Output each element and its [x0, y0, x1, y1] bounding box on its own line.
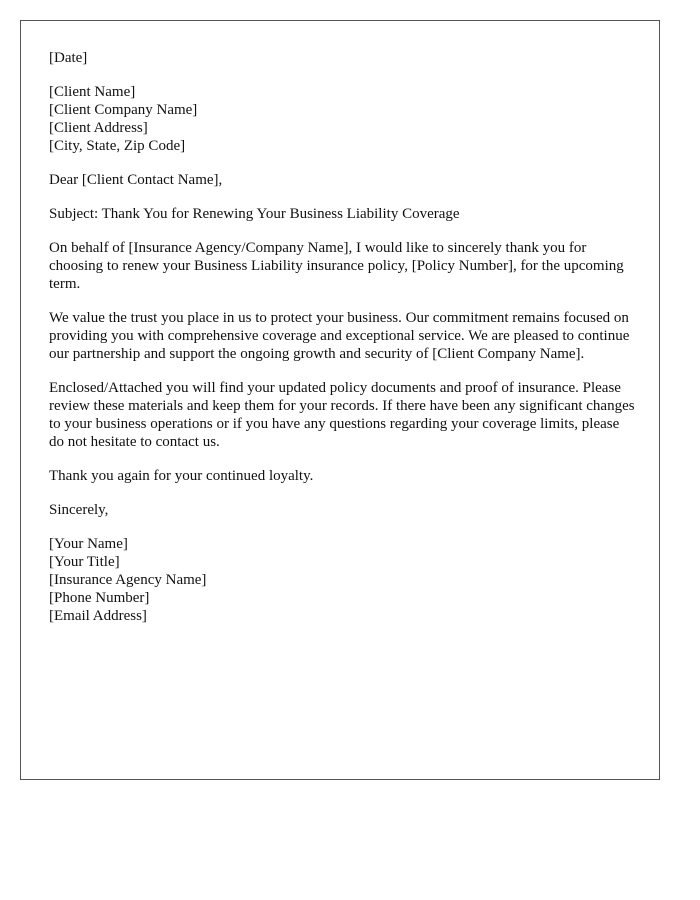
- sender-name: [Your Name]: [49, 536, 128, 552]
- phone-number: [Phone Number]: [49, 590, 150, 606]
- closing: Sincerely,: [49, 502, 109, 518]
- letter-content: [49, 49, 635, 641]
- client-name: [Client Name]: [49, 84, 136, 100]
- client-company-name: [Client Company Name]: [49, 102, 198, 118]
- recipient-address-block: [49, 83, 635, 155]
- paragraph-thank-you-again: Thank you again for your continued loyalty.: [49, 468, 314, 484]
- closing-block: [49, 501, 635, 519]
- body-paragraph-1: [49, 239, 635, 293]
- salutation-block: [49, 171, 635, 189]
- letter-page: [20, 20, 660, 780]
- salutation: Dear [Client Contact Name],: [49, 172, 223, 188]
- paragraph-renewal-thanks: On behalf of [Insurance Agency/Company Name], I would like to sincerely thank you for choosing to renew your Business Liability insurance policy, [Policy Number], for the upcoming term.: [49, 240, 624, 292]
- date-block: [49, 49, 635, 67]
- letter-date: [Date]: [49, 50, 88, 66]
- client-address: [Client Address]: [49, 120, 148, 136]
- email-address: [Email Address]: [49, 608, 147, 624]
- body-paragraph-2: [49, 309, 635, 363]
- signature-block: [49, 535, 635, 625]
- insurance-agency-name: [Insurance Agency Name]: [49, 572, 207, 588]
- body-paragraph-3: [49, 379, 635, 451]
- sender-title: [Your Title]: [49, 554, 120, 570]
- paragraph-trust-commitment: We value the trust you place in us to protect your business. Our commitment remains focused on providing you with comprehensive coverage and exceptional service. We are pleased to continue our partnership and support the ongoing growth and security of [Client Company Name].: [49, 310, 630, 362]
- subject-block: [49, 205, 635, 223]
- subject-line: Subject: Thank You for Renewing Your Business Liability Coverage: [49, 206, 460, 222]
- paragraph-enclosed-documents: Enclosed/Attached you will find your updated policy documents and proof of insurance. Please review these materials and keep them for your records. If there have been any significant changes to your business operations or if you have any questions regarding your coverage limits, please do not hesitate to contact us.: [49, 380, 635, 450]
- client-city-state-zip: [City, State, Zip Code]: [49, 138, 186, 154]
- body-paragraph-4: [49, 467, 635, 485]
